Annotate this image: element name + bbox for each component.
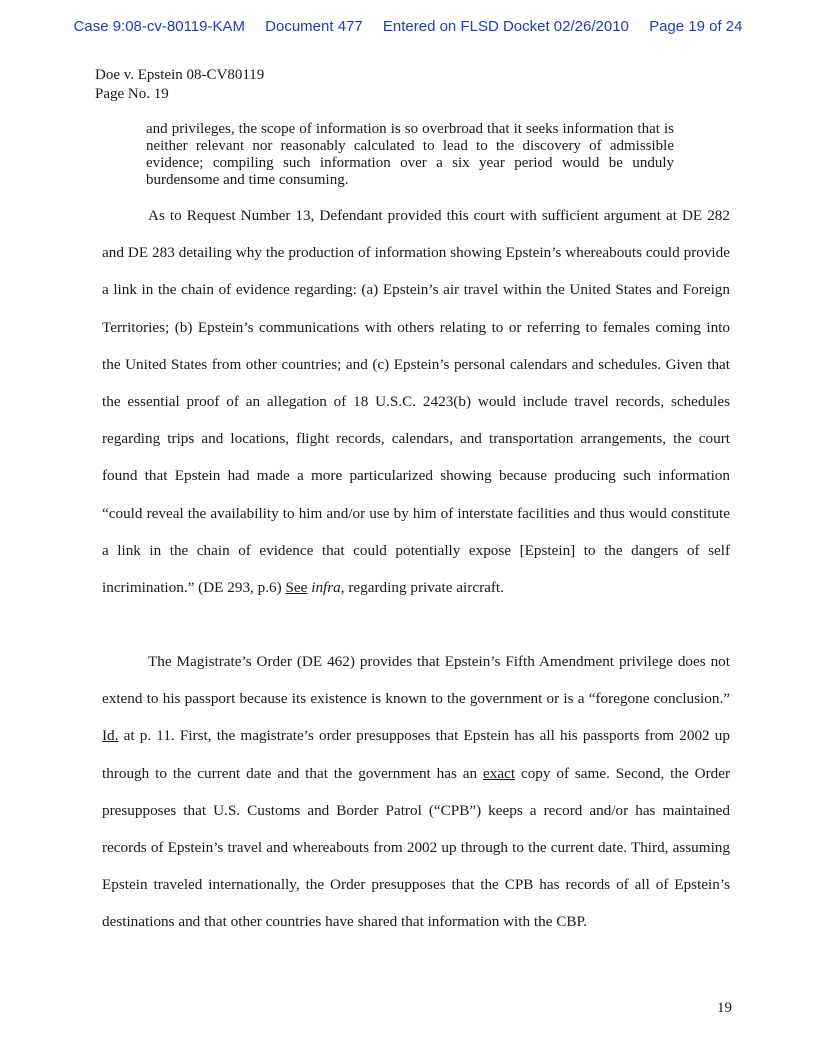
see-citation: See [285,579,308,597]
case-number: Case 9:08-cv-80119-KAM [73,18,245,35]
docket-header-stamp [0,18,816,35]
paragraph-text-c: copy of same. Second, the Order presupposes that U.S. Customs and Border Patrol (“CPB”) keeps a record and/or has maintained records of Epstein’s travel and whereabouts from 2002 up through to the current date. Third, assuming Epstein traveled internationally, the Order presupposes that the CPB has records of all of Epstein’s destinations and that other countries have shared that information with the CBP. [102,764,731,931]
caption-page: Page No. 19 [95,86,169,102]
infra-citation: infra [311,579,341,597]
paragraph-tail: , regarding private aircraft. [340,579,504,597]
document-number: Document 477 [265,18,363,35]
page-number: 19 [717,1000,732,1016]
docket-entry: Entered on FLSD Docket 02/26/2010 [382,18,629,35]
caption-title: Doe v. Epstein 08-CV80119 [95,67,265,83]
block-quote: and privileges, the scope of information is so overbroad that it seeks information that is neither relevant nor reasonably calculated to lead to the discovery of admissible evidence; compiling such information over a six year period would be unduly burdensome and time consuming. [146,121,674,188]
id-citation: Id. [102,727,119,745]
paragraph-text: As to Request Number 13, Defendant provided this court with sufficient argument at DE 282 and DE 283 detailing why the production of information showing Epstein’s whereabouts could provide a link in the chain of evidence regarding: (a) Epstein’s air travel within the United States and Foreign Territories; (b) Epstein’s communications with others relating to or referring to females coming into the United States from other countries; and (c) Epstein’s personal calendars and schedules. Given that the essential proof of an allegation of 18 U.S.C. 2423(b) would include travel records, schedules regarding trips and locations, flight records, calendars, and transportation arrangements, the court found that Epstein had made a more particularized showing because producing such information “could reveal the availability to him and/or use by him of interstate facilities and thus would constitute a link in the chain of evidence that could potentially expose [Epstein] to the dangers of self incrimination.” (DE 293, p.6) [102,207,730,597]
case-caption [95,66,264,104]
paragraph-request-13 [102,197,730,606]
paragraph-text-a: The Magistrate’s Order (DE 462) provides that Epstein’s Fifth Amendment privilege does not extend to his passport because its existence is known to the government or is a “foregone conclusion.” [102,653,730,708]
paragraph-text-b: at p. 11. First, the magistrate’s order presupposes that Epstein has all his passports from 2002 up through to the current date and that the government has an [102,727,730,782]
exact-emphasis: exact [483,764,516,782]
paragraph-magistrate-order [102,643,730,941]
page-of-total: Page 19 of 24 [649,18,743,35]
